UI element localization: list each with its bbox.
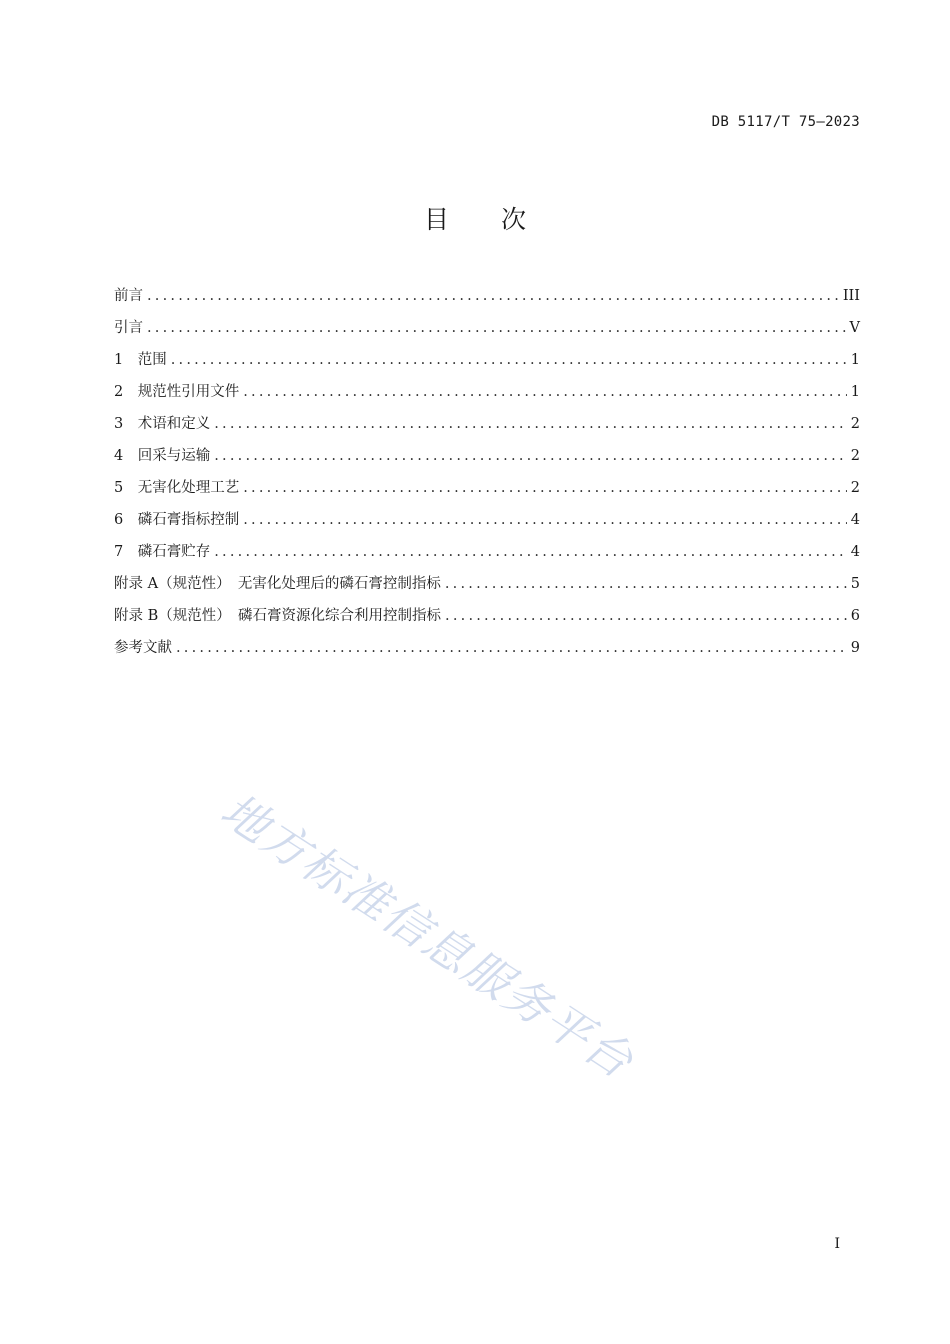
table-of-contents — [114, 284, 860, 668]
toc-leader-dots — [176, 640, 847, 656]
toc-entry-label: 4 回采与运输 — [114, 448, 211, 464]
toc-leader-dots — [214, 416, 847, 432]
toc-entry-label: 附录 B（规范性） 磷石膏资源化综合利用控制指标 — [114, 608, 442, 624]
toc-entry-label: 引言 — [114, 320, 143, 336]
toc-entry-label: 2 规范性引用文件 — [114, 384, 240, 400]
toc-entry-page: 2 — [850, 416, 860, 432]
toc-leader-dots — [171, 352, 847, 368]
toc-entry-page: 2 — [850, 480, 860, 496]
toc-entry-label: 1 范围 — [114, 352, 167, 368]
toc-entry[interactable] — [114, 284, 860, 316]
document-code: DB 5117/T 75—2023 — [711, 114, 860, 130]
toc-entry-label: 附录 A（规范性） 无害化处理后的磷石膏控制指标 — [114, 576, 441, 592]
toc-entry-page: 9 — [850, 640, 860, 656]
toc-entry[interactable] — [114, 508, 860, 540]
toc-leader-dots — [243, 384, 847, 400]
page-number: I — [834, 1236, 840, 1252]
toc-entry-label: 前言 — [114, 288, 143, 304]
toc-leader-dots — [243, 512, 847, 528]
toc-entry-label: 7 磷石膏贮存 — [114, 544, 211, 560]
toc-entry-page: V — [849, 320, 860, 336]
toc-entry-page: 4 — [850, 544, 860, 560]
toc-entry-page: 1 — [850, 384, 860, 400]
page-title: 目次 — [423, 205, 578, 234]
toc-leader-dots — [214, 448, 847, 464]
toc-entry-page: 5 — [850, 576, 860, 592]
toc-entry[interactable] — [114, 316, 860, 348]
toc-entry[interactable] — [114, 636, 860, 668]
toc-entry[interactable] — [114, 380, 860, 412]
toc-leader-dots — [445, 608, 847, 624]
toc-entry[interactable] — [114, 604, 860, 636]
toc-entry-page: III — [842, 288, 860, 304]
toc-entry[interactable] — [114, 476, 860, 508]
toc-entry-page: 2 — [850, 448, 860, 464]
toc-entry-page: 6 — [850, 608, 860, 624]
toc-entry[interactable] — [114, 348, 860, 380]
toc-entry[interactable] — [114, 572, 860, 604]
toc-entry[interactable] — [114, 540, 860, 572]
toc-entry-page: 4 — [850, 512, 860, 528]
toc-entry-label: 5 无害化处理工艺 — [114, 480, 240, 496]
toc-entry[interactable] — [114, 412, 860, 444]
toc-leader-dots — [214, 544, 847, 560]
toc-entry-label: 6 磷石膏指标控制 — [114, 512, 240, 528]
toc-entry-page: 1 — [850, 352, 860, 368]
toc-leader-dots — [445, 576, 847, 592]
toc-entry-label: 3 术语和定义 — [114, 416, 211, 432]
watermark: 地方标准信息服务平台 — [211, 782, 644, 1090]
toc-entry[interactable] — [114, 444, 860, 476]
toc-leader-dots — [243, 480, 847, 496]
toc-entry-label: 参考文献 — [114, 640, 172, 656]
toc-leader-dots — [147, 288, 839, 304]
toc-leader-dots — [147, 320, 846, 336]
